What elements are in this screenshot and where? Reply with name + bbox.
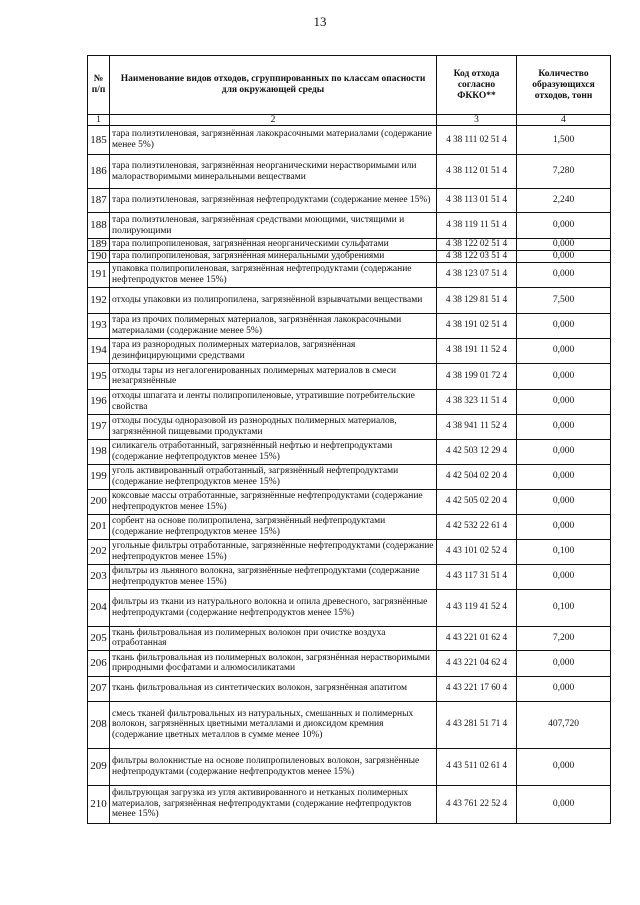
row-number: 194 (88, 338, 110, 363)
waste-table (87, 55, 611, 824)
waste-name: отходы шпагата и ленты полипропиленовые, утратившие потребительские свойства (110, 389, 437, 414)
waste-name: упаковка полипропиленовая, загрязнённая нефтепродуктами (содержание нефтепродуктов менее 15%) (110, 262, 437, 287)
row-number: 197 (88, 414, 110, 439)
row-number: 205 (88, 626, 110, 650)
waste-quantity: 0,000 (517, 251, 611, 263)
waste-name: сорбент на основе полипропилена, загрязнённый нефтепродуктами (содержание нефтепродуктов менее 15%) (110, 514, 437, 539)
row-number: 195 (88, 363, 110, 389)
waste-quantity: 2,240 (517, 189, 611, 213)
table-row (88, 313, 611, 338)
table-header-row (88, 56, 611, 115)
waste-code: 4 38 113 01 51 4 (437, 189, 517, 213)
header-qty: Количество образующихся отходов, тонн (517, 56, 611, 115)
waste-name: ткань фильтровальная из полимерных волокон, загрязнённая нерастворимыми природными фосфатами и алюмосиликатами (110, 650, 437, 676)
table-row (88, 251, 611, 263)
row-number: 188 (88, 213, 110, 239)
header-num: № п/п (88, 56, 110, 115)
table-row (88, 338, 611, 363)
table-row (88, 564, 611, 589)
header-name: Наименование видов отходов, сгруппированных по классам опасности для окружающей среды (110, 56, 437, 115)
waste-name: ткань фильтровальная из синтетических волокон, загрязнённая апатитом (110, 676, 437, 701)
table-row (88, 650, 611, 676)
waste-quantity: 0,000 (517, 338, 611, 363)
row-number: 196 (88, 389, 110, 414)
waste-quantity: 0,000 (517, 414, 611, 439)
waste-code: 4 43 221 01 62 4 (437, 626, 517, 650)
waste-quantity: 0,000 (517, 313, 611, 338)
column-number: 3 (437, 115, 517, 126)
waste-code: 4 38 199 01 72 4 (437, 363, 517, 389)
table-row (88, 239, 611, 251)
waste-name: фильтры из ткани из натурального волокна и опила древесного, загрязнённые нефтепродуктами (содержание нефтепродуктов менее 15%) (110, 589, 437, 626)
waste-quantity: 0,000 (517, 363, 611, 389)
table-row (88, 589, 611, 626)
table-row (88, 155, 611, 189)
waste-quantity: 7,280 (517, 155, 611, 189)
row-number: 203 (88, 564, 110, 589)
waste-code: 4 42 532 22 61 4 (437, 514, 517, 539)
row-number: 209 (88, 748, 110, 785)
waste-code: 4 43 221 17 60 4 (437, 676, 517, 701)
waste-code: 4 38 122 02 51 4 (437, 239, 517, 251)
page-number: 13 (313, 14, 327, 29)
waste-name: отходы посуды одноразовой из разнородных полимерных материалов, загрязнённой пищевыми продуктами (110, 414, 437, 439)
table-row (88, 213, 611, 239)
waste-code: 4 38 129 81 51 4 (437, 287, 517, 313)
table-body (88, 126, 611, 824)
waste-code: 4 38 123 07 51 4 (437, 262, 517, 287)
waste-quantity: 0,000 (517, 213, 611, 239)
waste-name: отходы упаковки из полипропилена, загрязнённой взрывчатыми веществами (110, 287, 437, 313)
waste-quantity: 0,000 (517, 785, 611, 823)
waste-quantity: 0,000 (517, 676, 611, 701)
waste-code: 4 42 504 02 20 4 (437, 464, 517, 489)
waste-quantity: 0,000 (517, 514, 611, 539)
row-number: 191 (88, 262, 110, 287)
row-number: 193 (88, 313, 110, 338)
table-row (88, 539, 611, 564)
waste-quantity: 0,000 (517, 650, 611, 676)
waste-code: 4 38 122 03 51 4 (437, 251, 517, 263)
table-row (88, 676, 611, 701)
waste-code: 4 38 941 11 52 4 (437, 414, 517, 439)
table-row (88, 439, 611, 464)
waste-code: 4 43 281 51 71 4 (437, 701, 517, 748)
waste-code: 4 42 505 02 20 4 (437, 489, 517, 514)
column-number: 4 (517, 115, 611, 126)
waste-name: уголь активированный отработанный, загрязнённый нефтепродуктами (содержание нефтепродуктов менее 15%) (110, 464, 437, 489)
row-number: 185 (88, 126, 110, 155)
waste-quantity: 0,100 (517, 539, 611, 564)
waste-code: 4 43 511 02 61 4 (437, 748, 517, 785)
waste-name: фильтры из льняного волокна, загрязнённые нефтепродуктами (содержание нефтепродуктов менее 15%) (110, 564, 437, 589)
table-row (88, 514, 611, 539)
waste-name: тара полипропиленовая, загрязнённая минеральными удобрениями (110, 251, 437, 263)
waste-code: 4 43 101 02 52 4 (437, 539, 517, 564)
header-code: Код отхода согласно ФККО** (437, 56, 517, 115)
table-row (88, 262, 611, 287)
row-number: 201 (88, 514, 110, 539)
row-number: 198 (88, 439, 110, 464)
waste-quantity: 0,000 (517, 389, 611, 414)
table-row (88, 464, 611, 489)
waste-quantity: 0,000 (517, 464, 611, 489)
waste-quantity: 1,500 (517, 126, 611, 155)
row-number: 186 (88, 155, 110, 189)
waste-quantity: 7,500 (517, 287, 611, 313)
waste-code: 4 43 761 22 52 4 (437, 785, 517, 823)
row-number: 190 (88, 251, 110, 263)
waste-name: тара из прочих полимерных материалов, загрязнённая лакокрасочными материалами (содержание менее 5%) (110, 313, 437, 338)
waste-code: 4 42 503 12 29 4 (437, 439, 517, 464)
table-row (88, 414, 611, 439)
waste-name: ткань фильтровальная из полимерных волокон при очистке воздуха отработанная (110, 626, 437, 650)
table-row (88, 189, 611, 213)
row-number: 200 (88, 489, 110, 514)
waste-code: 4 38 111 02 51 4 (437, 126, 517, 155)
waste-quantity: 0,000 (517, 564, 611, 589)
waste-name: тара полиэтиленовая, загрязнённая нефтепродуктами (содержание менее 15%) (110, 189, 437, 213)
waste-name: тара полиэтиленовая, загрязнённая средствами моющими, чистящими и полирующими (110, 213, 437, 239)
waste-name: силикагель отработанный, загрязнённый нефтью и нефтепродуктами (содержание нефтепродуктов менее 15%) (110, 439, 437, 464)
waste-quantity: 0,000 (517, 439, 611, 464)
row-number: 187 (88, 189, 110, 213)
waste-name: смесь тканей фильтровальных из натуральных, смешанных и полимерных волокон, загрязнённых цветными металлами и диоксидом кремния (содержание цветных металлов в сумме менее 10%) (110, 701, 437, 748)
row-number: 208 (88, 701, 110, 748)
table-row (88, 701, 611, 748)
table-row (88, 785, 611, 823)
table-row (88, 389, 611, 414)
column-number: 2 (110, 115, 437, 126)
waste-quantity: 0,000 (517, 239, 611, 251)
table-row (88, 126, 611, 155)
row-number: 192 (88, 287, 110, 313)
waste-name: тара полиэтиленовая, загрязнённая лакокрасочными материалами (содержание менее 5%) (110, 126, 437, 155)
waste-quantity: 0,000 (517, 489, 611, 514)
row-number: 204 (88, 589, 110, 626)
waste-name: тара полиэтиленовая, загрязнённая неорганическими нерастворимыми или малорастворимыми минеральными веществами (110, 155, 437, 189)
waste-quantity: 0,000 (517, 262, 611, 287)
waste-code: 4 38 119 11 51 4 (437, 213, 517, 239)
waste-name: тара полипропиленовая, загрязнённая неорганическими сульфатами (110, 239, 437, 251)
table-row (88, 363, 611, 389)
row-number: 202 (88, 539, 110, 564)
row-number: 189 (88, 239, 110, 251)
table-row (88, 489, 611, 514)
waste-code: 4 38 323 11 51 4 (437, 389, 517, 414)
table-row (88, 287, 611, 313)
waste-name: отходы тары из негалогенированных полимерных материалов в смеси незагрязнённые (110, 363, 437, 389)
waste-code: 4 38 191 11 52 4 (437, 338, 517, 363)
waste-code: 4 43 221 04 62 4 (437, 650, 517, 676)
waste-code: 4 43 117 31 51 4 (437, 564, 517, 589)
row-number: 207 (88, 676, 110, 701)
waste-name: фильтры волокнистые на основе полипропиленовых волокон, загрязнённые нефтепродуктами (содержание нефтепродуктов менее 15%) (110, 748, 437, 785)
waste-name: угольные фильтры отработанные, загрязнённые нефтепродуктами (содержание нефтепродуктов менее 15%) (110, 539, 437, 564)
waste-name: коксовые массы отработанные, загрязнённые нефтепродуктами (содержание нефтепродуктов менее 15%) (110, 489, 437, 514)
waste-name: фильтрующая загрузка из угля активированного и нетканых полимерных материалов, загрязнённая нефтепродуктами (содержание нефтепродуктов менее 15%) (110, 785, 437, 823)
waste-code: 4 38 191 02 51 4 (437, 313, 517, 338)
column-number-row (88, 115, 611, 126)
row-number: 199 (88, 464, 110, 489)
waste-quantity: 0,000 (517, 748, 611, 785)
table-row (88, 626, 611, 650)
waste-quantity: 0,100 (517, 589, 611, 626)
waste-name: тара из разнородных полимерных материалов, загрязнённая дезинфицирующими средствами (110, 338, 437, 363)
row-number: 206 (88, 650, 110, 676)
row-number: 210 (88, 785, 110, 823)
waste-quantity: 407,720 (517, 701, 611, 748)
waste-quantity: 7,200 (517, 626, 611, 650)
table-row (88, 748, 611, 785)
column-number: 1 (88, 115, 110, 126)
waste-code: 4 38 112 01 51 4 (437, 155, 517, 189)
waste-code: 4 43 119 41 52 4 (437, 589, 517, 626)
